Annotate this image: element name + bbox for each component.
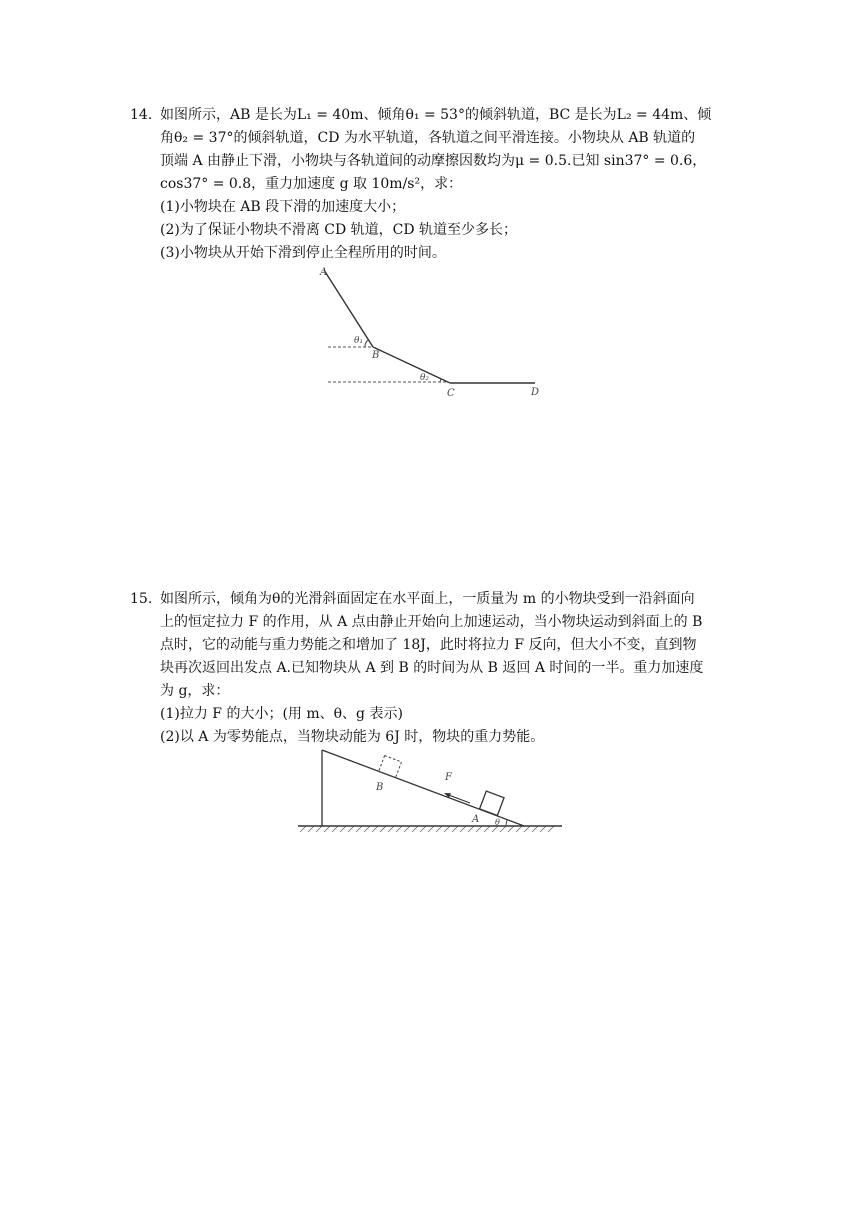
problem-line: 块再次返回出发点 A.已知物块从 A 到 B 的时间为从 B 返回 A 时间的一半。重力加速度 <box>160 660 704 676</box>
question-2: (2)为了保证小物块不滑离 CD 轨道，CD 轨道至少多长； <box>160 222 518 238</box>
problem-line: 顶端 A 由静止下滑，小物块与各轨道间的动摩擦因数均为μ = 0.5.已知 sin37° = 0.6， <box>160 153 707 169</box>
problem-line: 上的恒定拉力 F 的作用，从 A 点由静止开始向上加速运动，当小物块运动到斜面上的 B <box>160 614 703 630</box>
angle-arc-theta2 <box>440 379 441 382</box>
incline-figure <box>292 742 572 842</box>
track-figure <box>310 262 560 402</box>
problem-number: 15. <box>130 591 153 607</box>
problem-line: 点时，它的动能与重力势能之和增加了 18J，此时将拉力 F 反向，但大小不变，直到物 <box>160 637 697 653</box>
label-d: D <box>531 387 540 398</box>
problem-text <box>160 588 740 749</box>
label-b: B <box>376 782 384 793</box>
label-b: B <box>372 350 380 361</box>
problem-number: 14. <box>130 107 153 123</box>
problem-text <box>160 104 740 265</box>
question-3: (3)小物块从开始下滑到停止全程所用的时间。 <box>160 245 446 261</box>
block-at-a <box>480 791 504 815</box>
label-theta2: θ₂ <box>420 373 430 383</box>
track-bc <box>373 347 450 383</box>
label-f: F <box>445 772 452 783</box>
angle-arc-theta1 <box>365 340 369 347</box>
label-theta1: θ₁ <box>354 336 364 346</box>
problem-15 <box>130 588 740 749</box>
problem-line: 如图所示，倾角为θ的光滑斜面固定在水平面上，一质量为 m 的小物块受到一沿斜面向 <box>160 591 695 607</box>
label-a: A <box>472 814 480 825</box>
track-ab <box>324 270 373 347</box>
label-theta: θ <box>495 818 500 827</box>
angle-arc-theta <box>506 820 507 826</box>
problem-line: cos37° = 0.8，重力加速度 g 取 10m/s²，求： <box>160 176 463 192</box>
problem-14 <box>130 104 740 265</box>
problem-line: 为 g，求： <box>160 683 230 699</box>
question-1: (1)小物块在 AB 段下滑的加速度大小； <box>160 199 406 215</box>
question-2: (2)以 A 为零势能点，当物块动能为 6J 时，物块的重力势能。 <box>160 729 545 745</box>
problem-line: 角θ₂ = 37°的倾斜轨道，CD 为水平轨道，各轨道之间平滑连接。小物块从 AB 轨道的 <box>160 130 696 146</box>
block-at-b <box>379 756 402 778</box>
question-1: (1)拉力 F 的大小；(用 m、θ、g 表示) <box>160 706 403 722</box>
problem-line: 如图所示，AB 是长为L₁ = 40m、倾角θ₁ = 53°的倾斜轨道，BC 是长为L₂ = 44m、倾 <box>160 107 712 123</box>
label-a: A <box>320 267 328 278</box>
ground-hatch <box>300 826 554 832</box>
label-c: C <box>447 388 455 399</box>
